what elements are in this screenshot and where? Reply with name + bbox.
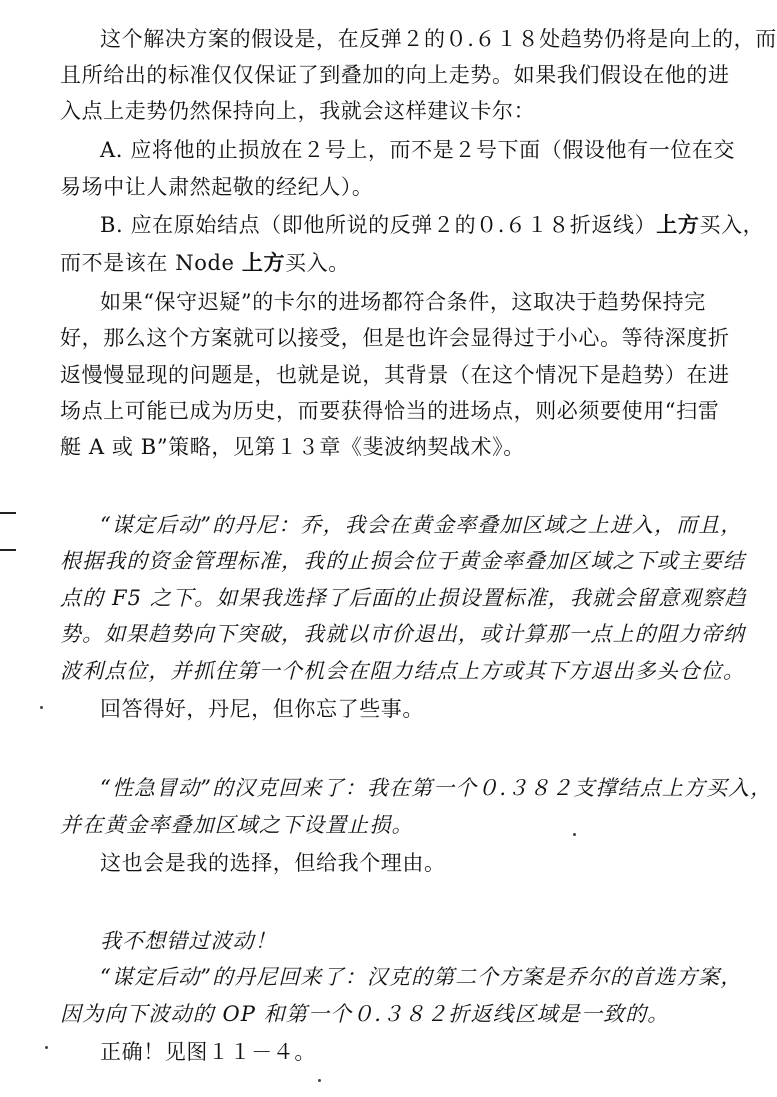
- text-line: A. 应将他的止损放在２号上，而不是２号下面（假设他有一位在交: [100, 138, 736, 162]
- text-line: 如果“保守迟疑”的卡尔的进场都符合条件，这取决于趋势保持完: [100, 290, 706, 314]
- text-line: 点的 F5 之下。如果我选择了后面的止损设置标准，我就会留意观察趋: [60, 586, 747, 610]
- text-line: 正确！见图１１－４。: [100, 1040, 316, 1064]
- text-line: “谋定后动”的丹尼：乔，我会在黄金率叠加区域之上进入，而且，: [100, 513, 743, 537]
- text-line: 入点上走势仍然保持向上，我就会这样建议卡尔：: [60, 99, 536, 123]
- text-segment: 买入，: [699, 213, 765, 237]
- text-line: 因为向下波动的 OP 和第一个０.３８２折返线区域是一致的。: [60, 1002, 670, 1026]
- text-line: [60, 248, 350, 278]
- margin-mark: [0, 512, 16, 514]
- margin-mark: [0, 549, 16, 551]
- text-segment: 而不是该在 Node: [60, 251, 242, 275]
- text-line: 艇 A 或 B”策略，见第１３章《斐波纳契战术》。: [60, 435, 525, 459]
- scan-speck: [573, 833, 576, 836]
- scan-speck: [318, 1079, 321, 1082]
- text-line: 波利点位，并抓住第一个机会在阻力结点上方或其下方退出多头仓位。: [60, 659, 746, 683]
- text-line: 返慢慢显现的问题是，也就是说，其背景（在这个情况下是趋势）在进: [60, 363, 730, 387]
- text-line: 易场中让人肃然起敬的经纪人）。: [60, 175, 374, 199]
- text-line: 且所给出的标准仅仅保证了到叠加的向上走势。如果我们假设在他的进: [60, 63, 730, 87]
- text-line: “性急冒动”的汉克回来了：我在第一个０.３８２支撑结点上方买入，: [100, 776, 773, 800]
- scan-speck: [45, 1046, 48, 1049]
- text-line: 好，那么这个方案就可以接受，但是也许会显得过于小心。等待深度折: [60, 326, 730, 350]
- text-line: “谋定后动”的丹尼回来了：汉克的第二个方案是乔尔的首选方案，: [100, 965, 743, 989]
- emphasis-text: 上方: [241, 250, 286, 275]
- text-line: 根据我的资金管理标准，我的止损会位于黄金率叠加区域之下或主要结: [60, 549, 746, 573]
- text-line: 我不想错过波动！: [100, 929, 277, 953]
- text-line: 场点上可能已成为历史，而要获得恰当的进场点，则必须要使用“扫雷: [60, 399, 720, 423]
- text-segment: B. 应在原始结点（即他所说的反弹２的０.６１８折返线）: [100, 213, 657, 237]
- text-line: [100, 210, 764, 240]
- text-segment: 买入。: [285, 251, 350, 275]
- scan-speck: [40, 706, 43, 709]
- text-line: 并在黄金率叠加区域之下设置止损。: [60, 813, 414, 837]
- text-line: 势。如果趋势向下突破，我就以市价退出，或计算那一点上的阻力帝纳: [60, 622, 746, 646]
- emphasis-text: 上方: [656, 212, 700, 237]
- text-line: 这个解决方案的假设是，在反弹２的０.６１８处趋势仍将是向上的，而: [100, 27, 777, 51]
- text-line: 回答得好，丹尼，但你忘了些事。: [100, 697, 424, 721]
- text-line: 这也会是我的选择，但给我个理由。: [100, 851, 446, 875]
